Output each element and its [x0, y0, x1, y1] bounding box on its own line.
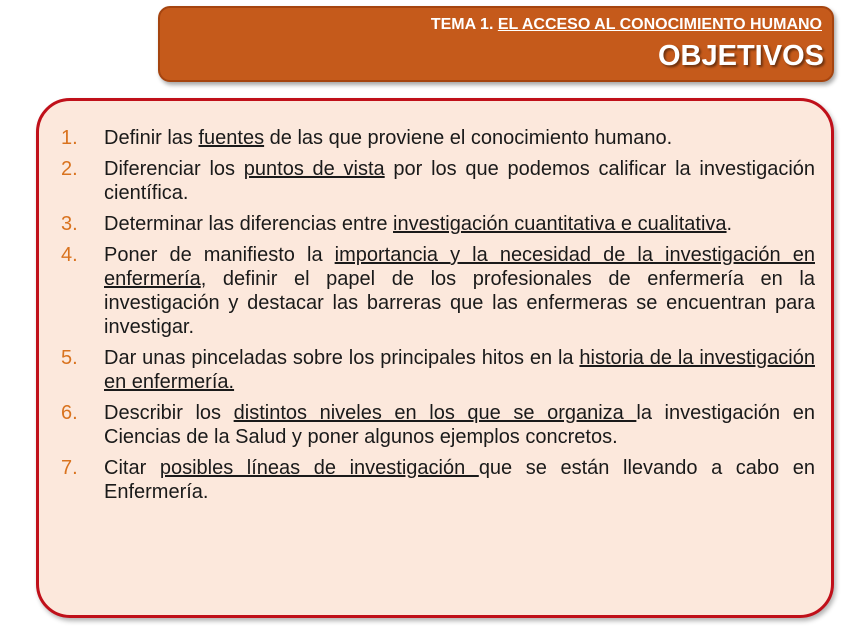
objective-item-6: [61, 401, 815, 449]
objective-item-1: [61, 126, 815, 150]
objective-item-2: [61, 157, 815, 205]
objective-number: 6.: [61, 402, 78, 424]
objective-text: por los que podemos calificar la investigación científica.: [104, 158, 816, 204]
objectives-panel: [36, 98, 834, 618]
objective-text: Describir los: [104, 402, 234, 424]
objective-keyword: distintos niveles en los que se organiza: [233, 402, 637, 424]
objective-text: de las que proviene el conocimiento humano.: [264, 127, 673, 149]
objective-number: 5.: [61, 347, 78, 369]
topic-title-text: EL ACCESO AL CONOCIMIENTO HUMANO: [497, 16, 822, 33]
topic-title: [431, 16, 822, 34]
objective-keyword: puntos de vista: [243, 158, 385, 180]
objective-text: Citar: [104, 457, 160, 479]
objective-text: Diferenciar los: [104, 158, 244, 180]
objective-item-5: [61, 346, 815, 394]
objective-text: Poner de manifiesto la: [104, 244, 335, 266]
objective-keyword: posibles líneas de investigación: [159, 457, 479, 479]
objective-text: la investigación en Ciencias de la Salud y poner algunos ejemplos concretos.: [104, 402, 815, 448]
objective-text: Dar unas pinceladas sobre los principales hitos en la: [104, 347, 580, 369]
objective-keyword: investigación cuantitativa e cualitativa: [393, 213, 727, 235]
objective-item-7: [61, 456, 815, 504]
objective-text: .: [726, 213, 733, 235]
objective-number: 2.: [61, 158, 78, 180]
objective-number: 4.: [61, 244, 78, 266]
section-heading: OBJETIVOS: [658, 40, 824, 72]
objective-keyword: fuentes: [198, 127, 265, 149]
topic-prefix: TEMA 1.: [430, 16, 498, 33]
objective-number: 7.: [61, 457, 78, 479]
objective-number: 1.: [61, 127, 78, 149]
objective-text: Definir las: [104, 127, 199, 149]
topic-header-banner: [158, 6, 834, 82]
objective-item-4: [61, 243, 815, 339]
objective-number: 3.: [61, 213, 78, 235]
objective-text: Determinar las diferencias entre: [104, 213, 394, 235]
objective-text: que se están llevando a cabo en Enfermería.: [104, 457, 815, 503]
objective-keyword: importancia y la necesidad de la investigación en enfermería: [104, 244, 815, 290]
objective-item-3: [61, 212, 815, 236]
objectives-list: [61, 126, 815, 511]
objective-keyword: historia de la investigación en enfermería.: [104, 347, 815, 393]
objective-text: , definir el papel de los profesionales de enfermería en la investigación y destacar las barreras que las enfermeras se encuentran para investigar.: [104, 268, 815, 338]
